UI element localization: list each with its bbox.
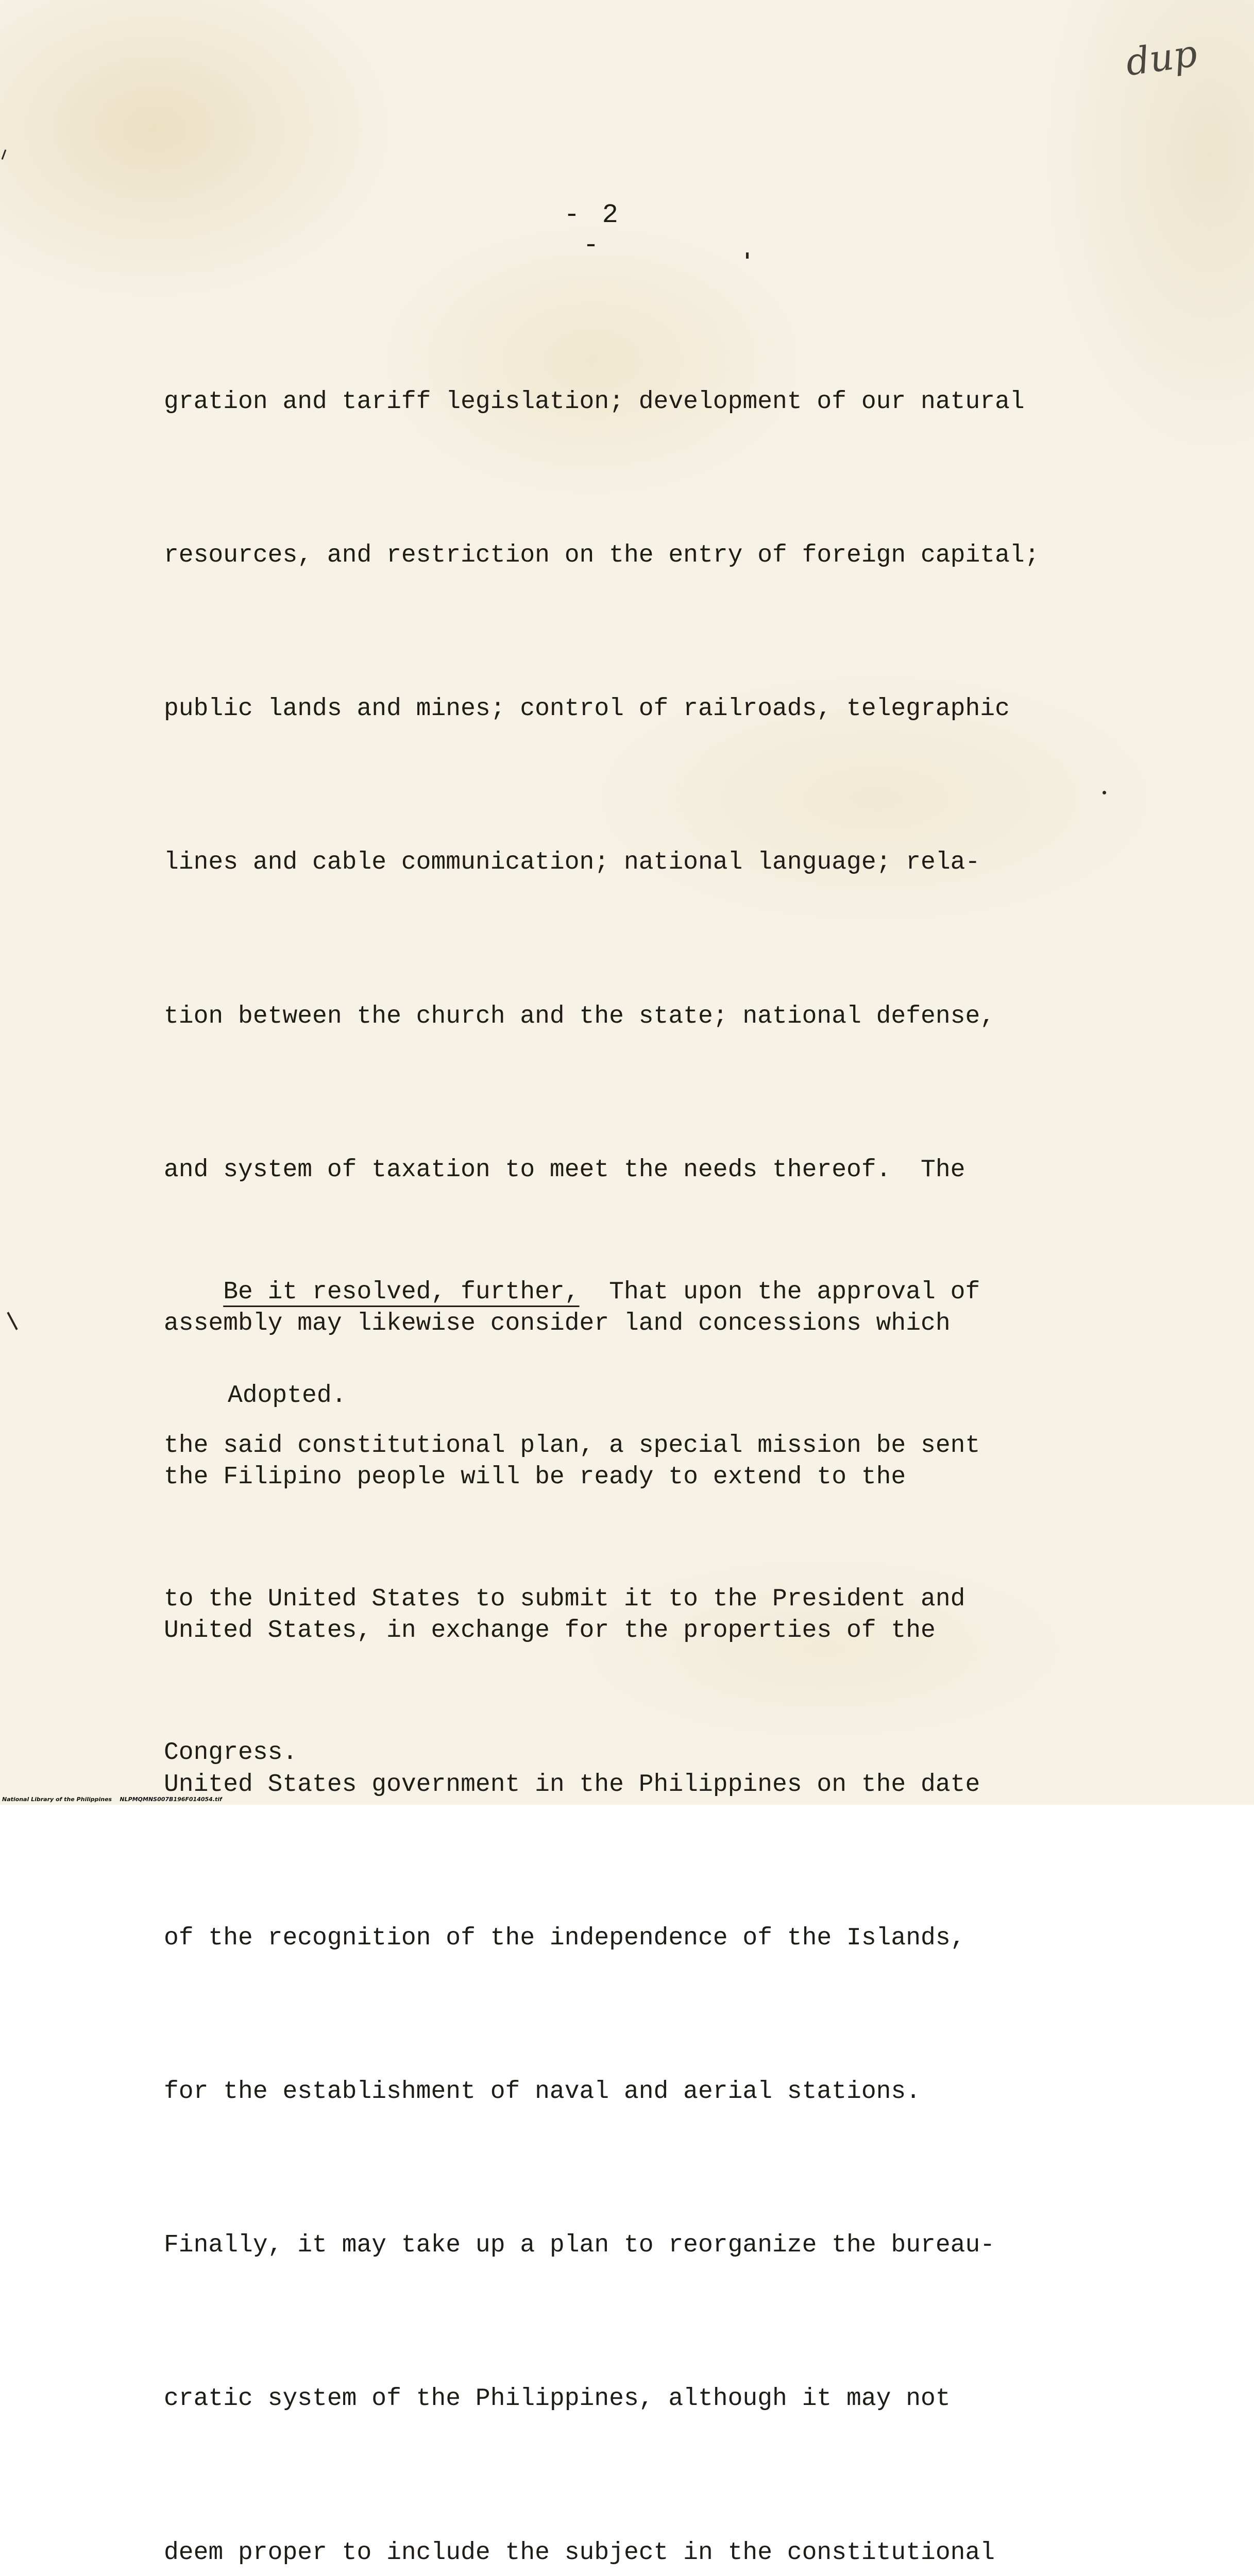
body-line: and system of taxation to meet the needs thereof. The	[164, 1156, 965, 1184]
body-line: public lands and mines; control of railroads, telegraphic	[164, 695, 1010, 723]
margin-mark	[2, 149, 7, 160]
resolution-first-line-rest: That upon the approval of	[579, 1278, 980, 1306]
body-line: United States government in the Philippines on the date	[164, 1770, 980, 1799]
adopted-text: Adopted.	[228, 1382, 347, 1410]
resolution-line: to the United States to submit it to the President and	[164, 1585, 965, 1614]
body-line: Finally, it may take up a plan to reorganize the bureau-	[164, 2231, 995, 2260]
body-line: gration and tariff legislation; development of our natural	[164, 387, 1025, 416]
resolution-paragraph	[164, 1164, 1143, 1882]
body-line: cratic system of the Philippines, although it may not	[164, 2385, 951, 2413]
body-line: tion between the church and the state; national defense,	[164, 1002, 995, 1030]
body-line: deem proper to include the subject in the constitutional	[164, 2538, 995, 2567]
margin-mark	[7, 1312, 18, 1330]
margin-mark	[746, 252, 749, 259]
body-line: lines and cable communication; national language; rela-	[164, 849, 980, 877]
body-line: United States, in exchange for the properties of the	[164, 1617, 936, 1645]
resolution-line: Congress.	[164, 1739, 298, 1767]
body-line: assembly may likewise consider land concessions which	[164, 1310, 951, 1338]
handwritten-annotation: dup	[1123, 31, 1200, 84]
resolution-lead: Be it resolved, further,	[223, 1278, 580, 1306]
body-line: resources, and restriction on the entry of foreign capital;	[164, 541, 1040, 570]
body-line: of the recognition of the independence of the Islands,	[164, 1924, 965, 1952]
archive-footer: National Library of the Philippines NLPMQMNS007B196F014054.tif	[2, 1796, 222, 1803]
page-number: - 2 -	[564, 200, 621, 261]
margin-mark	[1103, 791, 1106, 794]
resolution-line: the said constitutional plan, a special mission be sent	[164, 1432, 980, 1460]
body-line: the Filipino people will be ready to extend to the	[164, 1463, 906, 1492]
body-line: for the establishment of naval and aerial stations.	[164, 2078, 921, 2106]
resolution-first-line	[164, 1267, 1143, 1318]
